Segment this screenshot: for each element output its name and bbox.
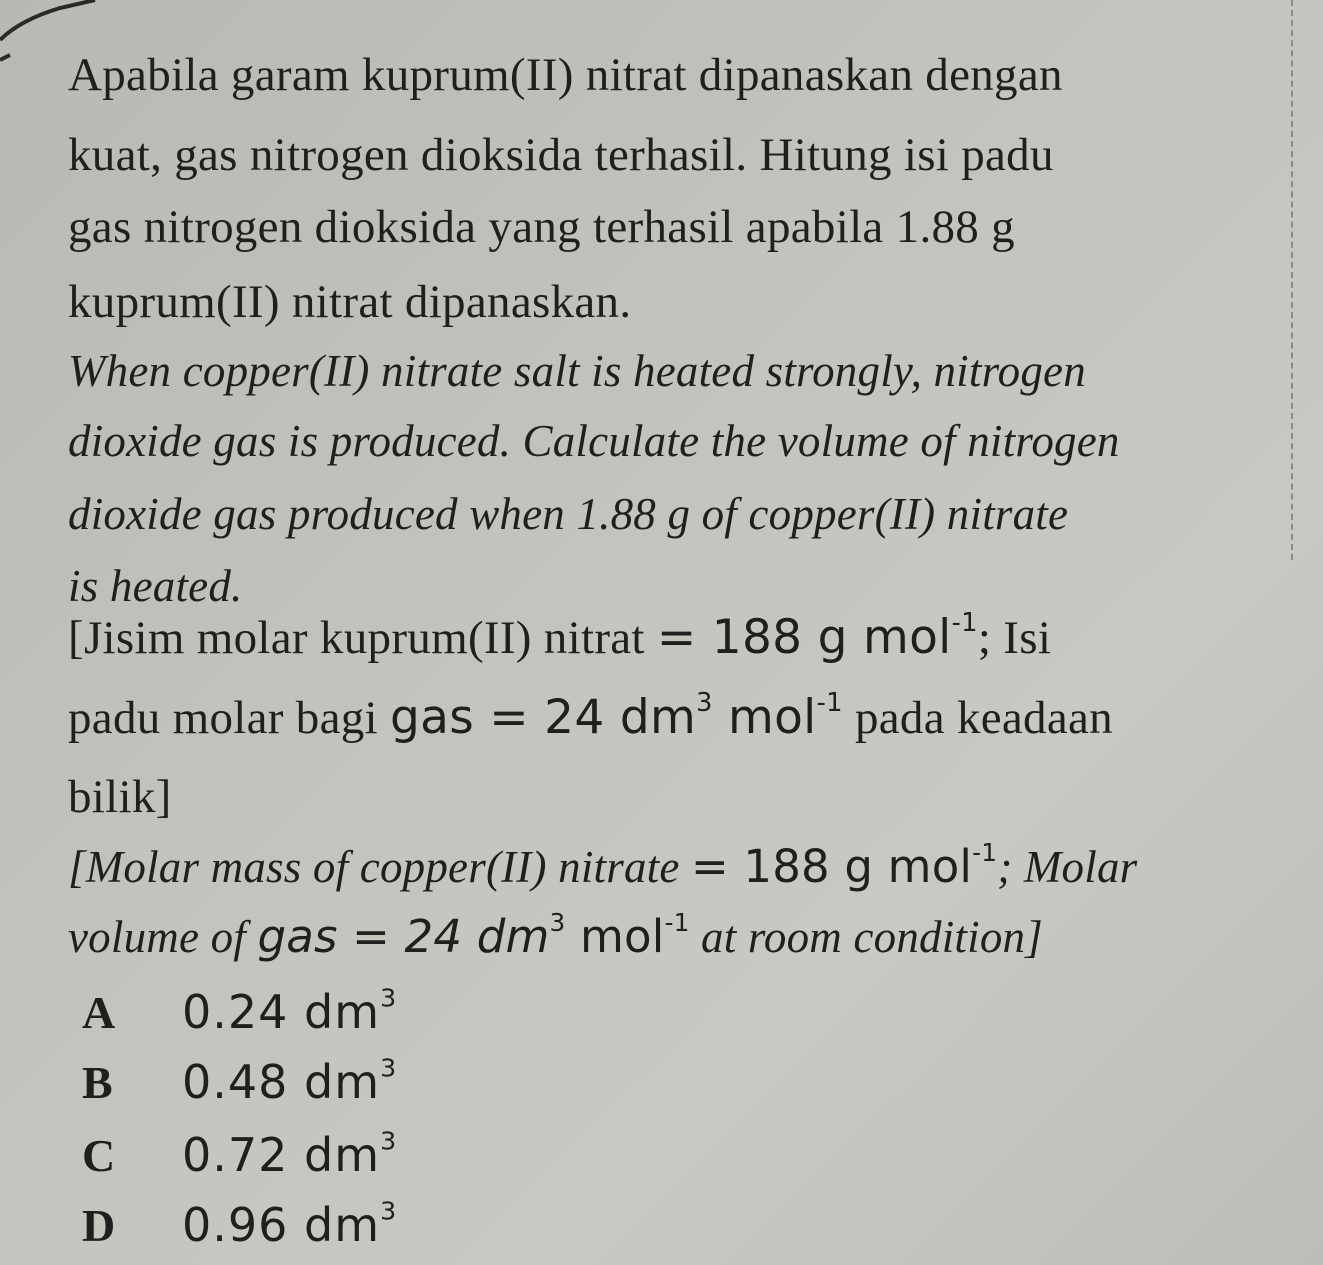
question-ms-line-3: gas nitrogen dioksida yang terhasil apabila 1.88 g bbox=[68, 201, 1015, 253]
option-c-letter: C bbox=[82, 1130, 116, 1181]
question-en-line-1: When copper(II) nitrate salt is heated strongly, nitrogen bbox=[68, 346, 1086, 396]
data-ms-line-2 bbox=[68, 690, 1113, 745]
option-b-value: 0.48 $dm^3$ bbox=[182, 1053, 398, 1109]
question-en-line-2: dioxide gas is produced. Calculate the volume of nitrogen bbox=[68, 416, 1120, 466]
data-en-line-2 bbox=[68, 907, 1043, 963]
data-ms-tail-2: pada keadaan bbox=[854, 692, 1113, 744]
question-en-line-3: dioxide gas produced when 1.88 g of copper(II) nitrate bbox=[68, 489, 1069, 539]
option-d-letter: D bbox=[82, 1200, 116, 1251]
data-en-line-1 bbox=[68, 837, 1138, 893]
option-a-value: 0.24 $dm^3$ bbox=[182, 983, 398, 1039]
option-a[interactable] bbox=[82, 985, 397, 1039]
data-ms-text-2: padu molar bagi bbox=[68, 692, 378, 744]
option-c[interactable] bbox=[82, 1128, 397, 1182]
question-ms-line-4: kuprum(II) nitrat dipanaskan. bbox=[68, 276, 632, 328]
data-ms-molar-volume: gas = 24 $dm^3$ mol$^{-1}$ bbox=[389, 688, 843, 745]
data-en-tail: ; Molar bbox=[997, 842, 1138, 892]
data-en-tail-2: at room condition] bbox=[701, 912, 1043, 962]
data-en-text-2: volume of bbox=[68, 912, 246, 962]
data-ms-molar-mass: = 188 g mol$^{-1}$ bbox=[656, 608, 978, 665]
data-ms-line-1 bbox=[68, 610, 1051, 665]
option-c-value: 0.72 $dm^3$ bbox=[182, 1126, 398, 1182]
question-ms-line-2: kuat, gas nitrogen dioksida terhasil. Hitung isi padu bbox=[68, 129, 1054, 181]
option-a-letter: A bbox=[82, 987, 116, 1038]
option-d-value: 0.96 $dm^3$ bbox=[182, 1196, 398, 1252]
option-d[interactable] bbox=[82, 1198, 397, 1252]
option-b[interactable] bbox=[82, 1055, 397, 1109]
data-ms-text: [Jisim molar kuprum(II) nitrat bbox=[68, 612, 645, 664]
data-en-molar-mass: = 188 g mol$^{-1}$ bbox=[690, 837, 998, 893]
margin-line bbox=[1291, 0, 1293, 560]
data-en-molar-volume: gas = 24 $dm^3$ mol$^{-1}$ bbox=[257, 907, 690, 963]
question-ms-line-1: Apabila garam kuprum(II) nitrat dipanaskan dengan bbox=[68, 49, 1063, 101]
data-ms-tail: ; Isi bbox=[977, 612, 1052, 664]
question-en-line-4: is heated. bbox=[68, 561, 243, 611]
data-ms-line-3: bilik] bbox=[68, 771, 172, 823]
data-en-text: [Molar mass of copper(II) nitrate bbox=[68, 842, 680, 892]
option-b-letter: B bbox=[82, 1057, 113, 1108]
